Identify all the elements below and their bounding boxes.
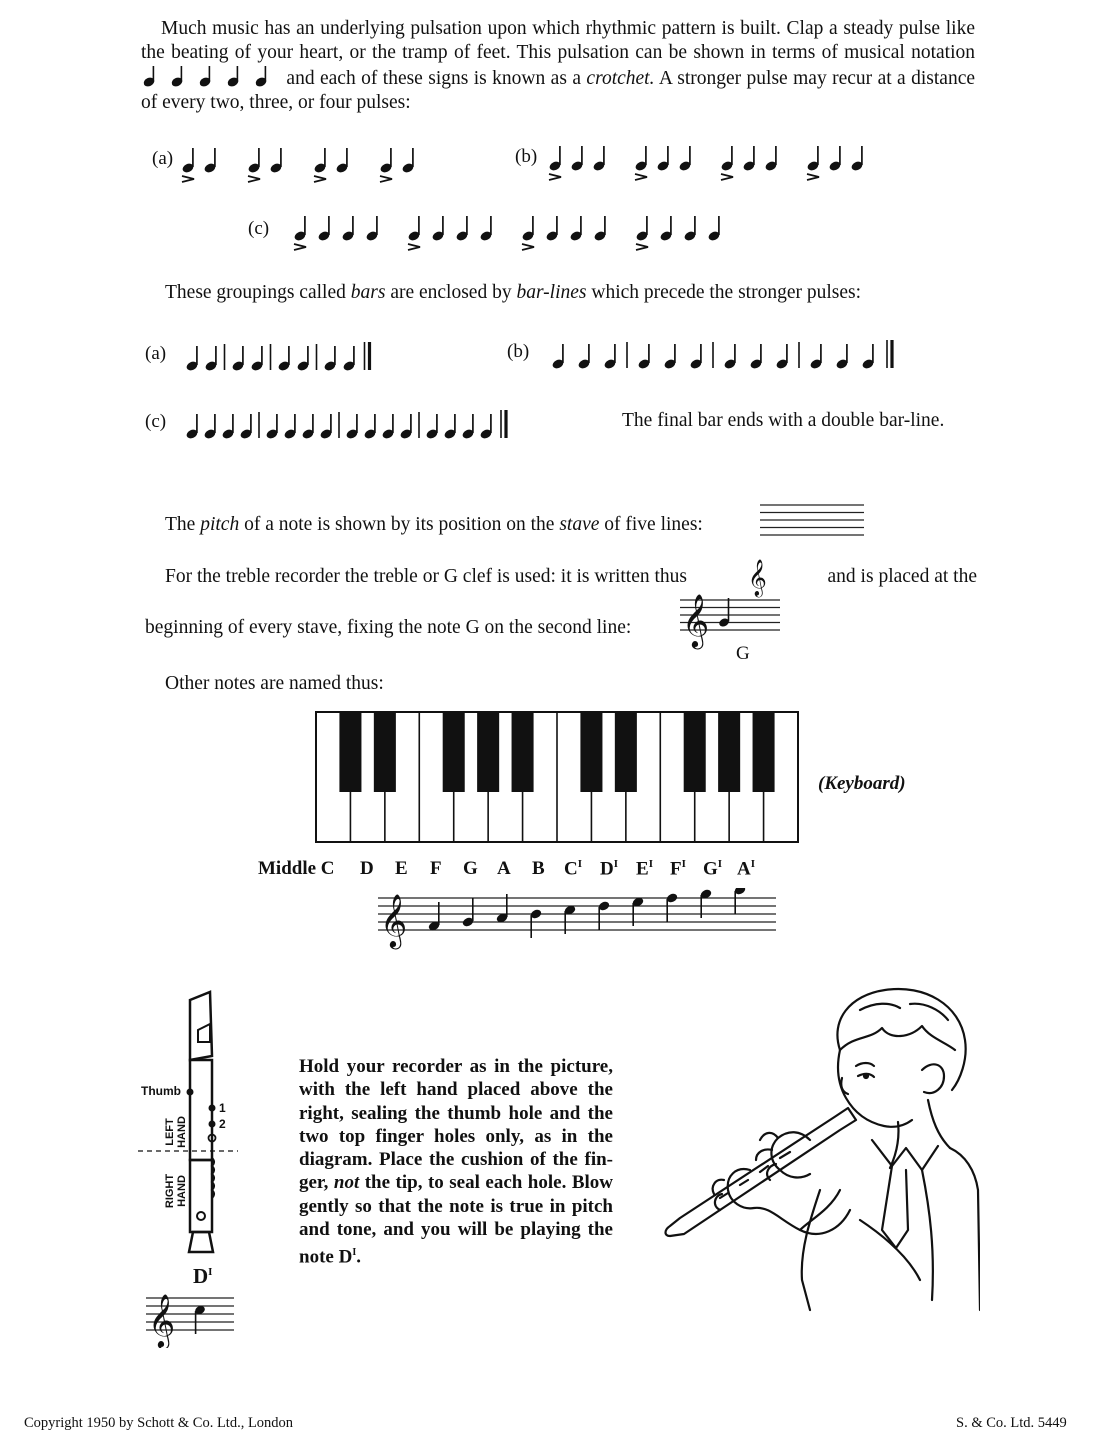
- hold-text-not: not: [333, 1172, 360, 1194]
- scale-note: [529, 908, 542, 938]
- keyboard-diagram: [315, 711, 799, 843]
- accent-group-note: [656, 146, 670, 172]
- accent-group-note: [379, 148, 393, 182]
- bar-note: [296, 346, 310, 372]
- accent-group-note: [806, 146, 820, 180]
- accent-label-c: (c): [248, 218, 270, 239]
- accent-group-note: [569, 216, 583, 242]
- accent-group-note: [545, 216, 559, 242]
- note-name: D: [360, 858, 374, 879]
- bars-sentence: [165, 282, 861, 304]
- accent-group-note: [850, 146, 864, 172]
- hold-text-end: .: [356, 1246, 361, 1268]
- black-key: [477, 712, 499, 792]
- d-prime-label: [193, 1264, 212, 1289]
- accent-group-note: [407, 216, 421, 250]
- accent-group-note: [479, 216, 493, 242]
- bar-note: [577, 344, 591, 370]
- black-key: [443, 712, 465, 792]
- bar-note: [363, 414, 377, 440]
- note-name: Middle C: [258, 858, 335, 879]
- bar-note: [749, 344, 763, 370]
- accent-group-note: [570, 146, 584, 172]
- scale-stave: [378, 888, 778, 958]
- bar-note: [861, 344, 875, 370]
- black-key: [580, 712, 602, 792]
- bar-note: [775, 344, 789, 370]
- bar-note: [301, 414, 315, 440]
- intro-paragraph: [141, 17, 975, 114]
- pitch-term: pitch: [200, 514, 240, 535]
- accent-group-note: [313, 148, 327, 182]
- note-name: $F^I$: [670, 858, 686, 880]
- right-hand-label: RIGHT HAND: [164, 1173, 188, 1209]
- accent-group-note: [181, 148, 195, 182]
- pitch-sentence: [165, 514, 703, 536]
- boy-playing-recorder-illustration: [660, 980, 980, 1320]
- clef-text-1b: and is placed at the: [827, 566, 977, 587]
- g-clef-stave-icon: [680, 590, 784, 660]
- hold-instructions: [299, 1055, 613, 1269]
- scale-note: [597, 900, 610, 930]
- bar-note: [381, 414, 395, 440]
- accent-group-note: [521, 216, 535, 250]
- bar-label-c: (c): [145, 411, 167, 432]
- d-prime-mark: I: [208, 1266, 213, 1278]
- bar-example-c: [182, 404, 612, 444]
- treble-clef-icon: 𝄞: [747, 558, 767, 596]
- bar-note: [835, 344, 849, 370]
- bar-note: [185, 414, 199, 440]
- bars-text-2: are enclosed by: [390, 282, 512, 303]
- bar-note: [204, 346, 218, 372]
- accent-group-note: [341, 216, 355, 242]
- bar-note: [443, 414, 457, 440]
- pitch-text-3: of five lines:: [604, 514, 703, 535]
- bar-note: [689, 344, 703, 370]
- black-key: [684, 712, 706, 792]
- clef-text-1a: For the treble recorder the treble or G clef is used: it is written thus: [165, 566, 688, 587]
- note-name: $D^I$: [600, 858, 619, 880]
- black-key: [753, 712, 775, 792]
- accent-label-b: (b): [515, 146, 538, 167]
- g-note-label: G: [736, 643, 750, 664]
- stave-term: stave: [559, 514, 600, 535]
- note-name: $A^I$: [737, 858, 756, 880]
- bar-example-b: [548, 334, 988, 374]
- bar-note: [479, 414, 493, 440]
- bars-text-3: which precede the stronger pulses:: [591, 282, 862, 303]
- thumb-label: Thumb: [141, 1084, 181, 1098]
- bar-label-b: (b): [507, 341, 530, 362]
- black-key: [718, 712, 740, 792]
- hold-text-b: the tip, to seal each hole. Blow gently so that the note is true in pitch and tone, and you will be playing the note D: [299, 1172, 614, 1268]
- clef-sentence-2: beginning of every stave, fixing the note G on the second line:: [145, 617, 632, 638]
- accent-group-note: [634, 146, 648, 180]
- accent-label-a: (a): [152, 148, 174, 169]
- black-key: [512, 712, 534, 792]
- accent-group-note: [317, 216, 331, 242]
- pitch-text-2: of a note is shown by its position on the: [244, 514, 555, 535]
- accent-group-note: [635, 216, 649, 250]
- note-name: $C^I$: [564, 858, 583, 880]
- catalog-number: S. & Co. Ltd. 5449: [956, 1415, 1067, 1431]
- accent-group-note: [548, 146, 562, 180]
- accent-group-note: [401, 148, 415, 174]
- scale-note: [733, 888, 746, 914]
- pitch-text-1: The: [165, 514, 196, 535]
- accent-group-note: [335, 148, 349, 174]
- barlines-term: bar-lines: [516, 282, 587, 303]
- bar-note: [723, 344, 737, 370]
- scale-note: [665, 892, 678, 922]
- bar-note: [283, 414, 297, 440]
- accent-group-note: [742, 146, 756, 172]
- accent-group-note: [659, 216, 673, 242]
- bar-note: [231, 346, 245, 372]
- accent-group-note: [720, 146, 734, 180]
- bar-note: [203, 414, 217, 440]
- recorder-fingering-diagram: [138, 990, 248, 1260]
- hole-2-label: 2: [219, 1117, 226, 1131]
- accent-group-note: [293, 216, 307, 250]
- accent-group-note: [828, 146, 842, 172]
- note-name: F: [430, 858, 442, 879]
- d-prime-note: D: [193, 1264, 209, 1288]
- note-name: $E^I$: [636, 858, 653, 880]
- crotchet-term: crotchet.: [586, 68, 655, 89]
- accent-group-note: [455, 216, 469, 242]
- hole-1-label: 1: [219, 1101, 226, 1115]
- left-hand-label: LEFT HAND: [164, 1116, 188, 1148]
- bar-note: [239, 414, 253, 440]
- crotchet-row-icon: [141, 64, 281, 88]
- bar-note: [603, 344, 617, 370]
- accent-group-note: [365, 216, 379, 242]
- bar-note: [425, 414, 439, 440]
- other-notes-heading: Other notes are named thus:: [165, 673, 384, 694]
- note-name: B: [532, 858, 545, 879]
- bar-note: [250, 346, 264, 372]
- bar-note: [323, 346, 337, 372]
- copyright-footer: Copyright 1950 by Schott & Co. Ltd., London: [24, 1415, 294, 1431]
- black-key: [339, 712, 361, 792]
- bar-note: [551, 344, 565, 370]
- bar-note: [345, 414, 359, 440]
- bar-note: [663, 344, 677, 370]
- bar-label-a: (a): [145, 343, 167, 364]
- bar-note: [342, 346, 356, 372]
- treble-clef-icon: 𝄞: [380, 895, 408, 946]
- scale-note: [461, 898, 474, 928]
- bar-note: [277, 346, 291, 372]
- note-name: $G^I$: [703, 858, 723, 880]
- note-name: A: [497, 858, 511, 879]
- accent-group-note: [431, 216, 445, 242]
- bar-note: [185, 346, 199, 372]
- accent-group-note: [269, 148, 283, 174]
- d-prime-stave: [146, 1288, 236, 1348]
- intro-text-a: Much music has an underlying pulsation upon which rhythmic pattern is built. Clap a steady pulse like the beating of your heart, or the tramp of feet. This pulsation can be shown in terms of musical notation: [141, 18, 975, 63]
- accent-group-note: [247, 148, 261, 182]
- accent-example-b: [545, 138, 965, 188]
- keyboard-label: (Keyboard): [818, 773, 906, 794]
- bar-note: [319, 414, 333, 440]
- note-name: E: [395, 858, 408, 879]
- bars-term: bars: [350, 282, 386, 303]
- bars-text-1: These groupings called: [165, 282, 346, 303]
- accent-group-note: [683, 216, 697, 242]
- empty-stave-icon: [760, 503, 864, 537]
- intro-text-c: A stronger pulse may recur at a distance of every two, three, or four pulses:: [141, 68, 976, 113]
- bar-note: [637, 344, 651, 370]
- svg-text:𝄞: 𝄞: [148, 1295, 176, 1346]
- double-barline-note: The final bar ends with a double bar-line.: [622, 410, 945, 431]
- accent-group-note: [593, 216, 607, 242]
- bar-note: [461, 414, 475, 440]
- intro-text-b: and each of these signs is known as a: [286, 68, 581, 89]
- accent-group-note: [764, 146, 778, 172]
- bar-note: [221, 414, 235, 440]
- clef-sentence-1: [165, 558, 977, 596]
- accent-group-note: [592, 146, 606, 172]
- bar-note: [809, 344, 823, 370]
- bar-example-a: [182, 336, 502, 376]
- accent-example-c: [290, 208, 850, 258]
- hold-text-a: Hold your recorder as in the picture, with the left hand placed above the right, sealing the thumb hole and the two top finger holes only, as in the diagram. Place the cushion of the fin-ger,: [299, 1056, 613, 1194]
- svg-text:𝄞: 𝄞: [682, 595, 710, 646]
- hold-text-prime: I: [352, 1247, 357, 1259]
- note-name: G: [463, 858, 478, 879]
- bar-note: [399, 414, 413, 440]
- black-key: [374, 712, 396, 792]
- black-key: [615, 712, 637, 792]
- accent-group-note: [707, 216, 721, 242]
- accent-example-a: [178, 140, 478, 190]
- bar-note: [265, 414, 279, 440]
- accent-group-note: [678, 146, 692, 172]
- accent-group-note: [203, 148, 217, 174]
